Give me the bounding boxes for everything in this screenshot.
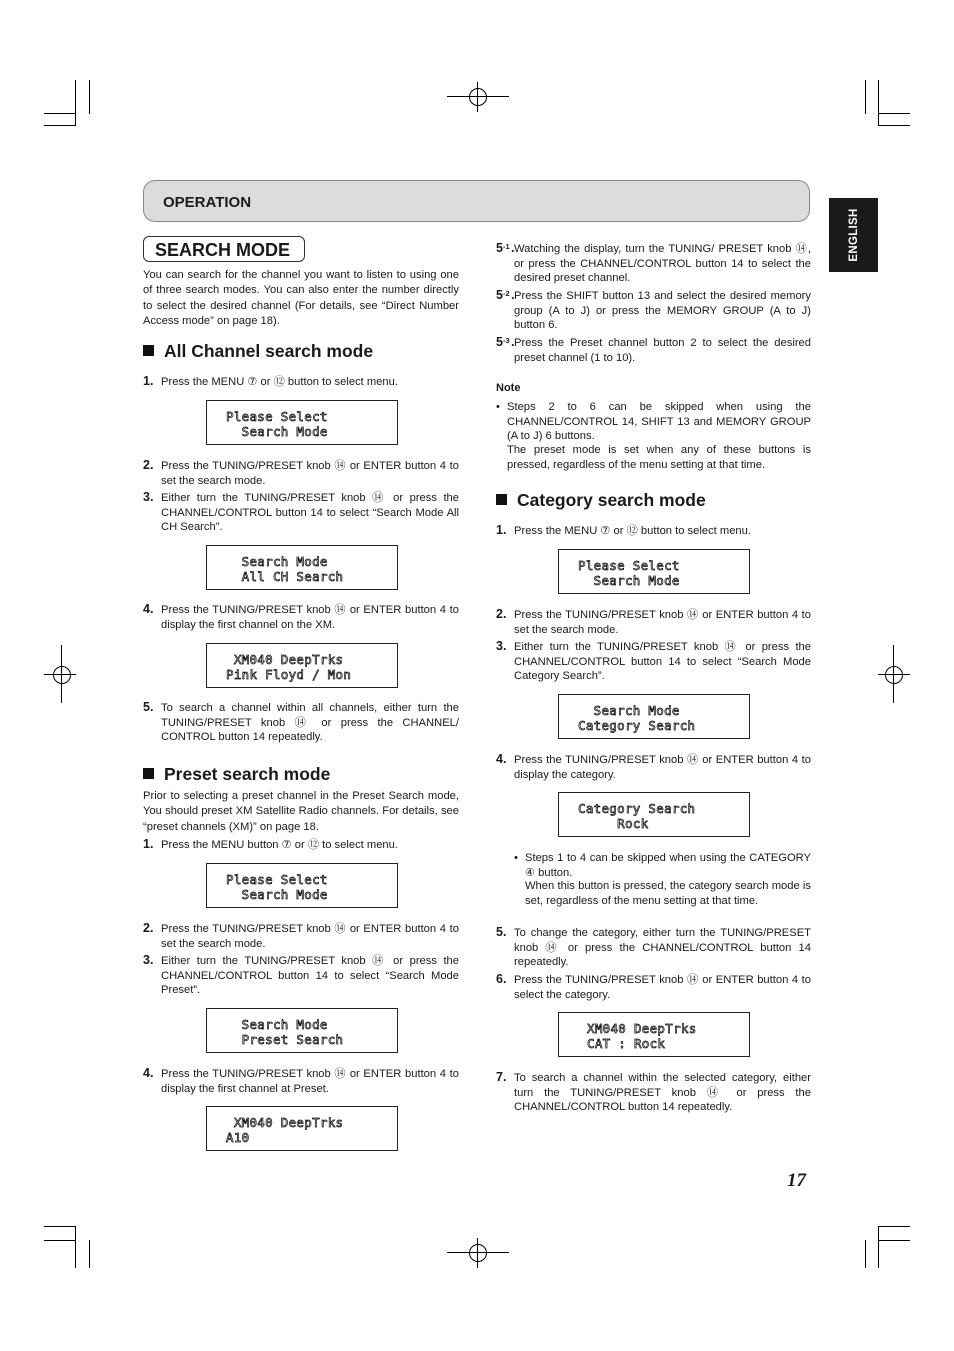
language-tab-label: ENGLISH: [847, 208, 860, 262]
page-title-box: [143, 236, 305, 262]
preset-heading: Preset search mode: [143, 764, 330, 785]
crop-mark: [44, 113, 76, 114]
crop-mark: [878, 1240, 910, 1241]
crop-mark: [878, 1226, 879, 1268]
crop-mark: [865, 80, 866, 114]
lcd-display: XM040 DeepTrks CAT : Rock: [558, 1012, 750, 1057]
bullet: •: [496, 401, 500, 413]
page-number: 17: [787, 1170, 806, 1191]
bullet: •: [514, 852, 518, 864]
crop-mark: [44, 1240, 76, 1241]
crosshair-circle: [469, 1244, 487, 1262]
lcd-display: XM040 DeepTrks A10: [206, 1106, 398, 1151]
crop-mark: [878, 1226, 910, 1227]
lcd-display: XM040 DeepTrks Pink Floyd / Mon: [206, 643, 398, 688]
lcd-display: Search Mode All CH Search: [206, 545, 398, 590]
lcd-display: Search Mode Category Search: [558, 694, 750, 739]
crop-mark: [75, 1226, 76, 1268]
crosshair-circle: [53, 666, 71, 684]
crop-mark: [865, 1240, 866, 1268]
all-channel-heading: All Channel search mode: [143, 341, 373, 362]
crop-mark: [75, 80, 76, 126]
crop-mark: [44, 125, 76, 126]
note-title: Note: [496, 382, 521, 394]
crosshair-circle: [469, 88, 487, 106]
language-tab: [829, 198, 878, 272]
category-heading: Category search mode: [496, 490, 706, 511]
intro-paragraph: You can search for the channel you want to listen to using one of three search modes. You can also enter the number directly to select the desired channel (For details, see “Direct Number Access mode” on page 18).: [143, 269, 459, 327]
crosshair-circle: [885, 666, 903, 684]
preset-intro: Prior to selecting a preset channel in the Preset Search mode, You should preset XM Satellite Radio channels. For details, see “preset channels (XM)” on page 18.: [143, 790, 459, 833]
crop-mark: [878, 125, 910, 126]
lcd-display: Please Select Search Mode: [206, 400, 398, 445]
crop-mark: [89, 1240, 90, 1268]
lcd-display: Please Select Search Mode: [206, 863, 398, 908]
crop-mark: [44, 1226, 76, 1227]
crop-mark: [878, 113, 910, 114]
page-title: SEARCH MODE: [155, 240, 291, 260]
section-label: OPERATION: [163, 194, 252, 211]
lcd-display: Search Mode Preset Search: [206, 1008, 398, 1053]
lcd-display: Please Select Search Mode: [558, 549, 750, 594]
lcd-display: Category Search Rock: [558, 792, 750, 837]
section-header-bar: [143, 180, 810, 222]
crop-mark: [89, 80, 90, 114]
crop-mark: [878, 80, 879, 126]
